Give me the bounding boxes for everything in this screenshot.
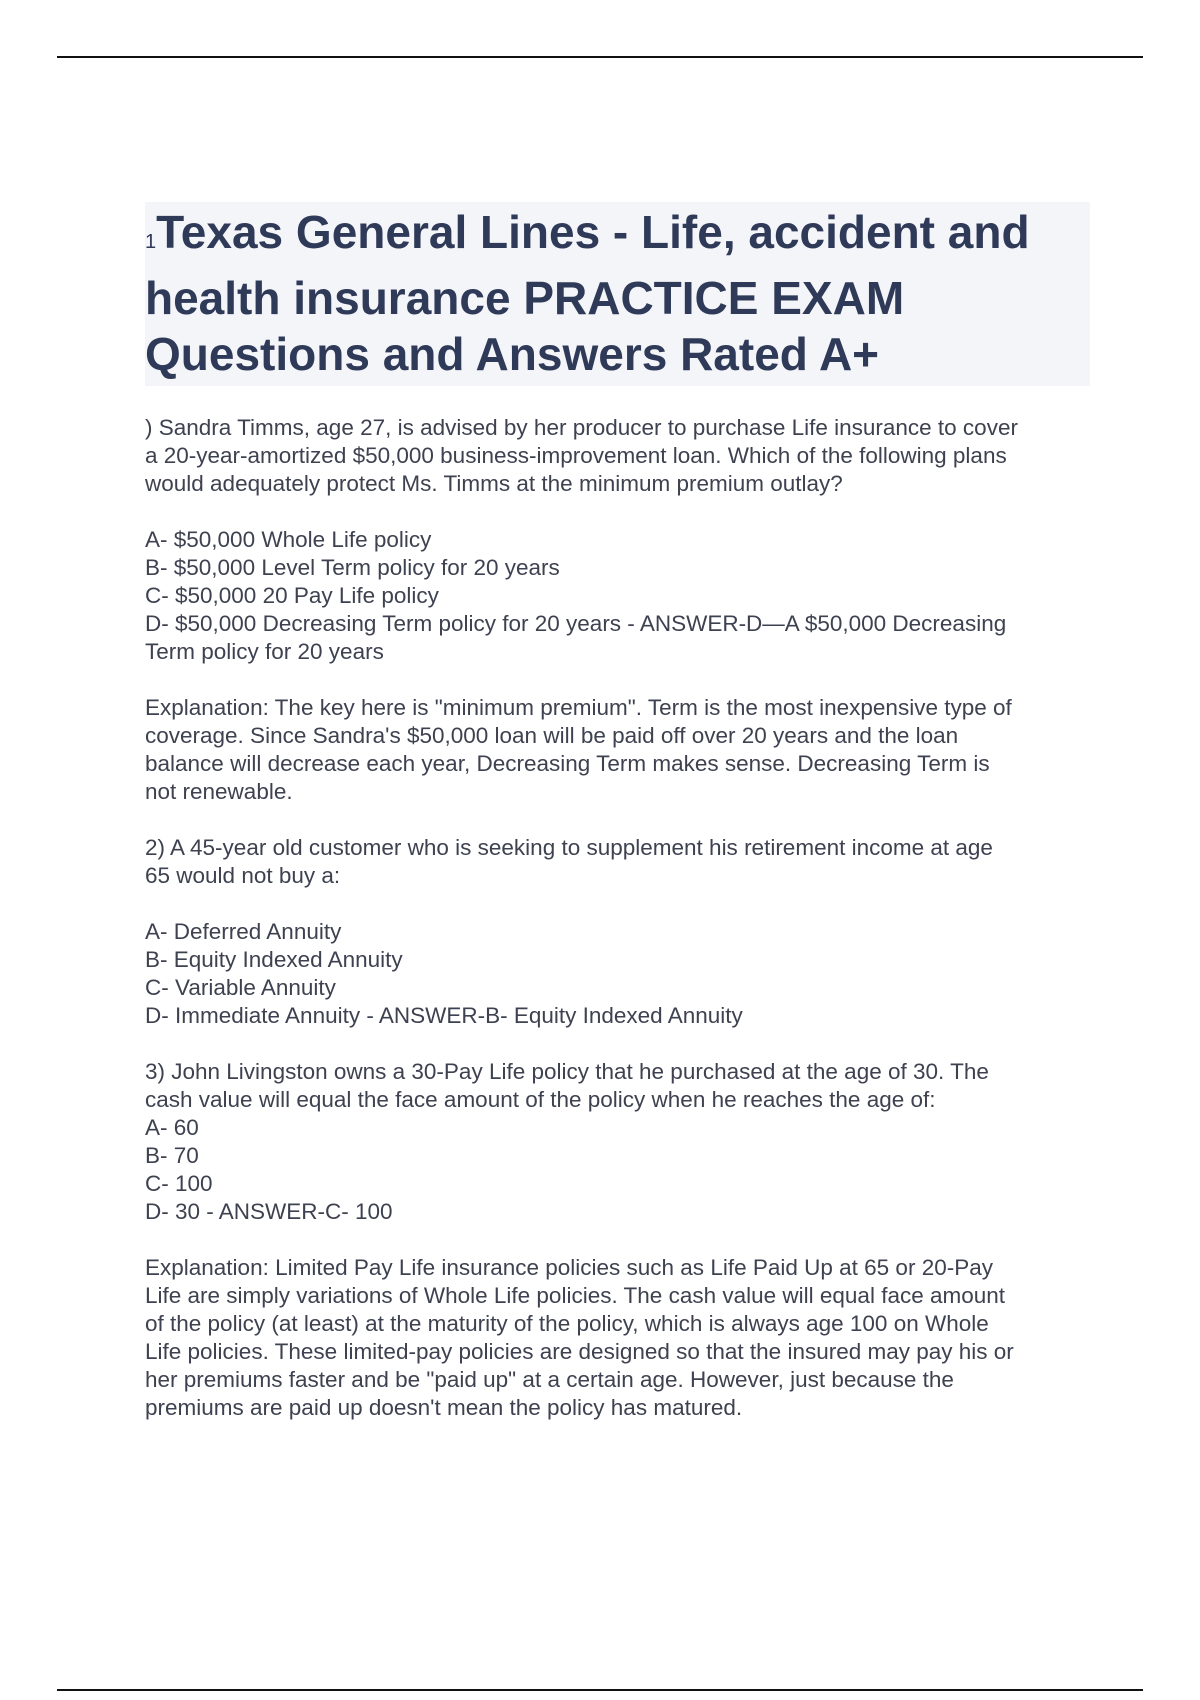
text-line: Explanation: The key here is "minimum premium". Term is the most inexpensive type of xyxy=(145,695,1012,720)
option-b: B- 70 xyxy=(145,1143,199,1168)
text-line: premiums are paid up doesn't mean the policy has matured. xyxy=(145,1395,743,1420)
header-rule xyxy=(57,56,1143,58)
option-a: A- Deferred Annuity xyxy=(145,919,342,944)
option-c: C- Variable Annuity xyxy=(145,975,336,1000)
text-line: a 20-year-amortized $50,000 business-improvement loan. Which of the following plans xyxy=(145,443,1007,468)
option-b: B- Equity Indexed Annuity xyxy=(145,947,403,972)
footer-rule xyxy=(57,1689,1143,1691)
option-b: B- $50,000 Level Term policy for 20 years xyxy=(145,555,560,580)
text-line: Life policies. These limited-pay policies are designed so that the insured may pay his or xyxy=(145,1339,1014,1364)
option-d-answer: D- $50,000 Decreasing Term policy for 20 years - ANSWER-D—A $50,000 Decreasing xyxy=(145,611,1007,636)
text-line: 3) John Livingston owns a 30-Pay Life policy that he purchased at the age of 30. The xyxy=(145,1059,989,1084)
question-3-explanation xyxy=(145,1254,1090,1422)
question-2-text xyxy=(145,834,1090,890)
title-line: Questions and Answers Rated A+ xyxy=(145,328,880,380)
option-a: A- 60 xyxy=(145,1115,199,1140)
text-line: ) Sandra Timms, age 27, is advised by her producer to purchase Life insurance to cover xyxy=(145,415,1018,440)
text-line: 65 would not buy a: xyxy=(145,863,341,888)
text-line: balance will decrease each year, Decreasing Term makes sense. Decreasing Term is xyxy=(145,751,990,776)
text-line: 2) A 45-year old customer who is seeking to supplement his retirement income at age xyxy=(145,835,993,860)
option-c: C- $50,000 20 Pay Life policy xyxy=(145,583,439,608)
text-line: of the policy (at least) at the maturity of the policy, which is always age 100 on Whole xyxy=(145,1311,989,1336)
option-a: A- $50,000 Whole Life policy xyxy=(145,527,432,552)
text-line: cash value will equal the face amount of the policy when he reaches the age of: xyxy=(145,1087,936,1112)
question-2-options xyxy=(145,918,1090,1030)
page-number: 1 xyxy=(145,231,157,253)
text-line: would adequately protect Ms. Timms at the minimum premium outlay? xyxy=(145,471,843,496)
document-body xyxy=(145,202,1090,1450)
title-line: health insurance PRACTICE EXAM xyxy=(145,272,905,324)
title-block xyxy=(145,202,1090,386)
text-line: her premiums faster and be "paid up" at a certain age. However, just because the xyxy=(145,1367,954,1392)
document-title xyxy=(145,204,1082,382)
question-1-options xyxy=(145,526,1090,666)
text-line: Explanation: Limited Pay Life insurance policies such as Life Paid Up at 65 or 20-Pay xyxy=(145,1255,993,1280)
question-1-text xyxy=(145,414,1090,498)
question-1-explanation xyxy=(145,694,1090,806)
text-line: not renewable. xyxy=(145,779,293,804)
option-d-answer-cont: Term policy for 20 years xyxy=(145,639,384,664)
option-d-answer: D- 30 - ANSWER-C- 100 xyxy=(145,1199,393,1224)
text-line: coverage. Since Sandra's $50,000 loan will be paid off over 20 years and the loan xyxy=(145,723,959,748)
question-3-text xyxy=(145,1058,1090,1226)
option-d-answer: D- Immediate Annuity - ANSWER-B- Equity Indexed Annuity xyxy=(145,1003,743,1028)
option-c: C- 100 xyxy=(145,1171,213,1196)
title-line: Texas General Lines - Life, accident and xyxy=(156,206,1030,258)
text-line: Life are simply variations of Whole Life policies. The cash value will equal face amount xyxy=(145,1283,1006,1308)
